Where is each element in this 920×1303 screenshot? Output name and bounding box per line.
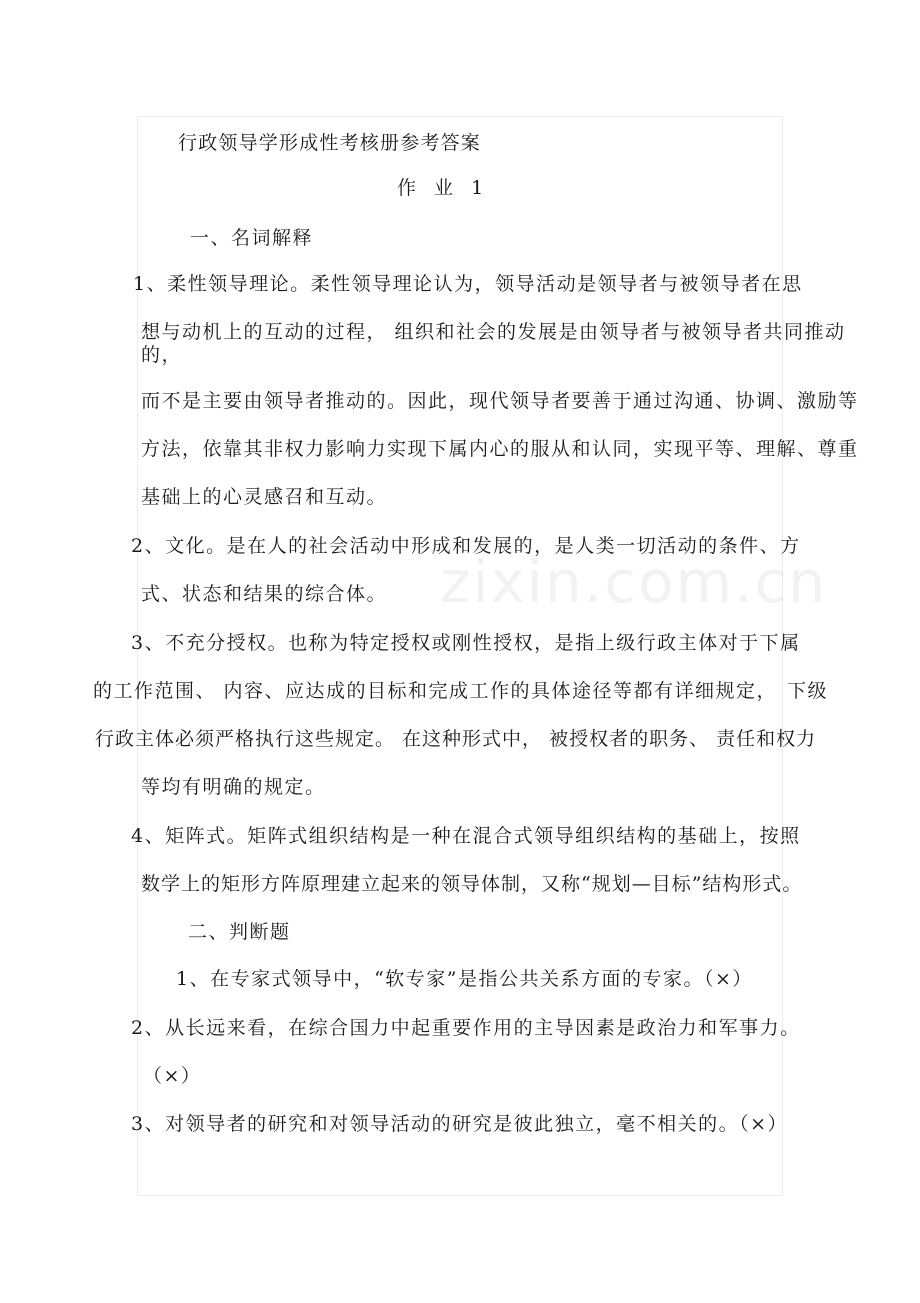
paragraph-line: 的工作范围、 内容、应达成的目标和完成工作的具体途径等都有详细规定， bbox=[93, 680, 778, 702]
document-title: 行政领导学形成性考核册参考答案 bbox=[178, 132, 482, 154]
paragraph-line: 下级 bbox=[787, 680, 829, 702]
paragraph-line: 而不是主要由领导者推动的。因此，现代领导者要善于通过沟通、协调、激励等 bbox=[141, 390, 859, 412]
paragraph-line: 方法，依靠其非权力影响力实现下属内心的服从和认同，实现平等、理解、尊重 bbox=[141, 438, 859, 460]
paragraph-line: 基础上的心灵感召和互动。 bbox=[141, 486, 388, 508]
paragraph-line: 式、状态和结果的综合体。 bbox=[141, 583, 388, 605]
paragraph-line: 等均有明确的规定。 bbox=[141, 776, 326, 798]
section-heading: 二、判断题 bbox=[188, 921, 291, 943]
paragraph-line: 的， bbox=[141, 344, 183, 366]
paragraph-line: 4、矩阵式。矩阵式组织结构是一种在混合式领导组织结构的基础上，按照 bbox=[131, 825, 801, 847]
paragraph-line: （×） bbox=[143, 1065, 202, 1087]
paragraph-line: 1、在专家式领导中，“软专家”是指公共关系方面的专家。（×） bbox=[176, 968, 753, 990]
paragraph-line: 3、不充分授权。也称为特定授权或刚性授权，是指上级行政主体对于下属 bbox=[131, 632, 801, 654]
paragraph-line: 1、柔性领导理论。柔性领导理论认为，领导活动是领导者与被领导者在思 bbox=[133, 273, 803, 295]
paragraph-line: 行政主体必须严格执行这些规定。 在这种形式中， 被授权者的职务、 责任和权力 bbox=[95, 728, 817, 750]
paragraph-line: 数学上的矩形方阵原理建立起来的领导体制，又称“规划—目标”结构形式。 bbox=[141, 873, 803, 895]
section-heading: 一、名词解释 bbox=[190, 227, 314, 249]
paragraph-line: 2、从长远来看，在综合国力中起重要作用的主导因素是政治力和军事力。 bbox=[131, 1017, 801, 1039]
paragraph-line: 3、对领导者的研究和对领导活动的研究是彼此独立，毫不相关的。（×） bbox=[131, 1113, 789, 1135]
paragraph-line: 想与动机上的互动的过程， 组织和社会的发展是由领导者与被领导者共同推动 bbox=[141, 321, 846, 343]
document-subtitle: 作 业 1 bbox=[397, 177, 490, 199]
watermark: zixin.com.cn bbox=[440, 548, 828, 616]
paragraph-line: 2、文化。是在人的社会活动中形成和发展的，是人类一切活动的条件、方 bbox=[131, 535, 801, 557]
